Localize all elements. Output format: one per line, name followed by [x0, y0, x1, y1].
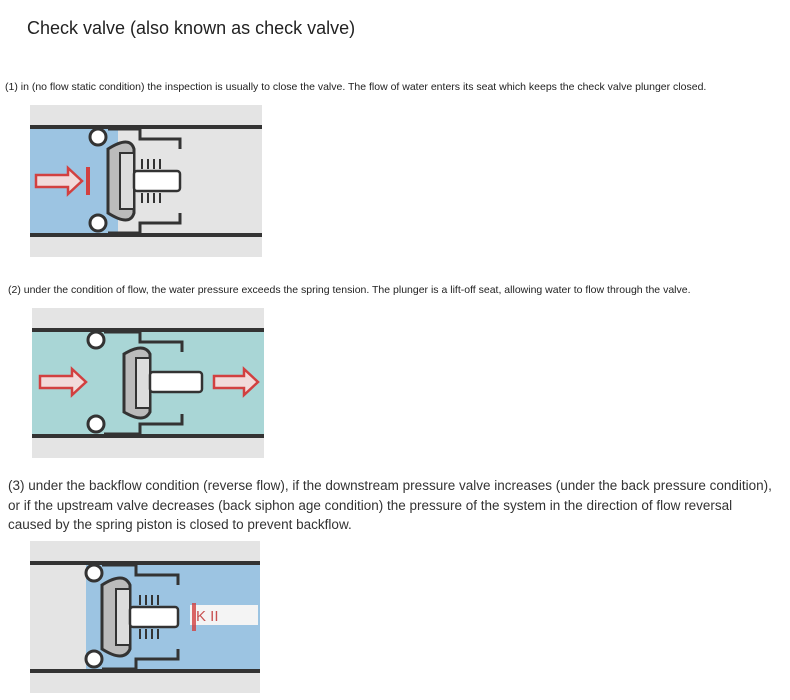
plunger-stem: [134, 171, 180, 191]
diagram-3-label: K II: [196, 608, 219, 625]
seat-ring-top: [86, 565, 102, 581]
seat-ring-bottom: [88, 416, 104, 432]
seat-ring-bottom: [90, 215, 106, 231]
seat-ring-bottom: [86, 651, 102, 667]
pipe-wall-bottom: [30, 669, 260, 673]
pipe-wall-top: [30, 561, 260, 565]
seat-ring-top: [90, 129, 106, 145]
pipe-wall-bottom: [30, 233, 262, 237]
page-title: Check valve (also known as check valve): [27, 18, 356, 38]
stop-bar: [86, 167, 90, 195]
step-3-caption: (3) under the backflow condition (reverse flow), if the downstream pressure valve increases (under the back pressure condition), or if the upstream valve decreases (back siphon age condition) the pressure of the system in the direction of flow reversal caused by the spring piston is closed to prevent backflow.: [8, 478, 772, 532]
step-1-caption: (1) in (no flow static condition) the inspection is usually to close the valve. The flow of water enters its seat which keeps the check valve plunger closed.: [5, 81, 707, 93]
plunger-stem: [150, 372, 202, 392]
diagram-open-valve: [32, 308, 264, 458]
plunger-stem: [130, 607, 178, 627]
pipe-wall-top: [32, 328, 264, 332]
pipe-wall-top: [30, 125, 262, 129]
pipe-wall-bottom: [32, 434, 264, 438]
diagram-closed-valve: [30, 105, 262, 257]
seat-ring-top: [88, 332, 104, 348]
diagram-backflow-valve: [30, 541, 260, 693]
step-2-caption: (2) under the condition of flow, the water pressure exceeds the spring tension. The plunger is a lift-off seat, allowing water to flow through the valve.: [8, 284, 691, 296]
